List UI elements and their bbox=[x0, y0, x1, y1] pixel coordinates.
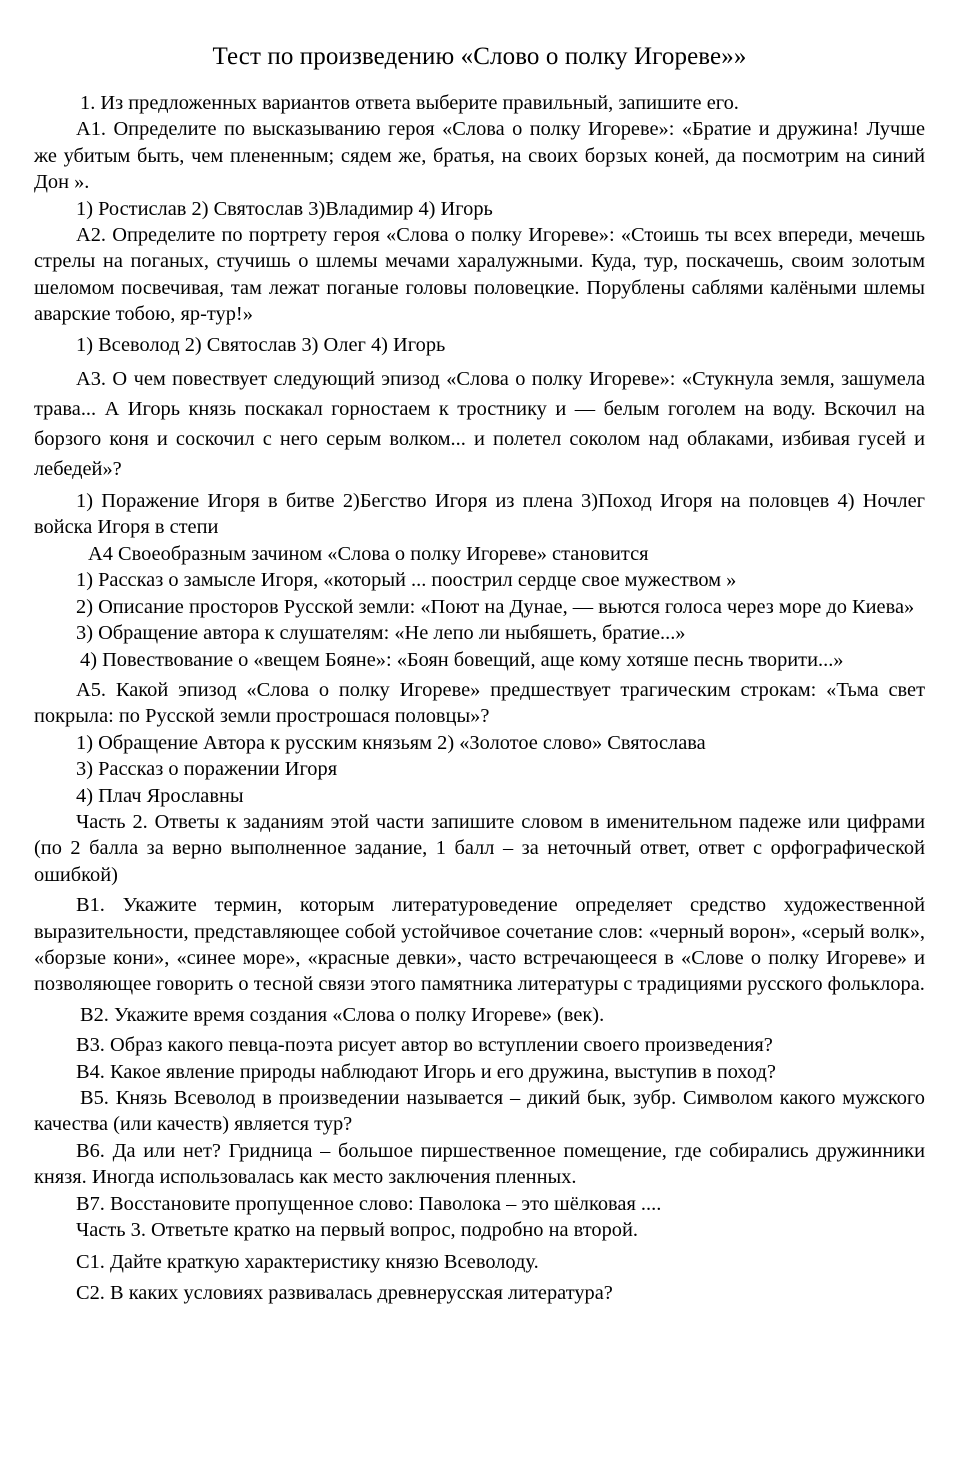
instruction-part1: 1. Из предложенных вариантов ответа выберите правильный, запишите его. bbox=[80, 92, 739, 114]
question-b1: В1. Укажите термин, которым литературоведение определяет средство художественной выразительности, представляющее собой устойчивое сочетание слов: «черный ворон», «серый волк», «борзые кони», «синее море», «красные девки», часто встречающееся в «Слове о полку Игореве» и позволяющее говорить о тесной связи этого памятника литературы с традициями русского фольклора. bbox=[34, 894, 925, 996]
question-c2: С2. В каких условиях развивалась древнерусская литература? bbox=[76, 1281, 613, 1304]
question-a3: А3. О чем повествует следующий эпизод «Слова о полку Игореве»: «Стукнула земля, зашумела трава... А Игорь князь поскакал горностаем к тростнику и — белым гоголем на воду. Вскочил на борзого коня и соскочил с него серым волком... и полетел соколом над облаками, избивая гусей и лебедей»? bbox=[34, 368, 925, 481]
question-a2: А2. Определите по портрету героя «Слова о полку Игореве»: «Стоишь ты всех впереди, мечешь стрелы на поганых, стучишь о шлемы мечами харалужными. Куда, тур, поскачешь, своим золотым шеломом посвечивая, там лежат поганые головы половецкие. Порублены саблями калёными шлемы аварские тобою, яр-тур!» bbox=[34, 224, 925, 326]
question-b3: В3. Образ какого певца-поэта рисует автор во вступлении своего произведения? bbox=[76, 1034, 773, 1057]
question-b6: В6. Да или нет? Гридница – большое пиршественное помещение, где собирались дружинники князя. Иногда использовалась как место заключения пленных. bbox=[34, 1139, 925, 1189]
document-title: Тест по произведению «Слово о полку Игореве»» bbox=[212, 43, 747, 70]
question-a5-option-3: 3) Рассказ о поражении Игоря bbox=[76, 758, 338, 781]
question-a4: А4 Своеобразным зачином «Слова о полку Игореве» становится bbox=[88, 542, 649, 565]
question-a1-options: 1) Ростислав 2) Святослав 3)Владимир 4) Игорь bbox=[76, 197, 493, 220]
question-b7: В7. Восстановите пропущенное слово: Паволока – это шёлковая .... bbox=[76, 1192, 662, 1215]
question-b5: В5. Князь Всеволод в произведении называется – дикий бык, зубр. Символом какого мужского качества (или качеств) является тур? bbox=[34, 1087, 925, 1136]
question-a2-options: 1) Всеволод 2) Святослав 3) Олег 4) Игорь bbox=[76, 333, 446, 356]
question-a4-option-3: 3) Обращение автора к слушателям: «Не лепо ли ныбяшеть, братие...» bbox=[76, 622, 686, 645]
question-a4-option-2: 2) Описание просторов Русской земли: «Поют на Дунае, — вьются голоса через море до Киева» bbox=[76, 595, 915, 618]
part2-instruction: Часть 2. Ответы к заданиям этой части запишите словом в именительном падеже или цифрами (по 2 балла за верно выполненное задание, 1 балл – за неточный ответ, ответ с орфографической ошибкой) bbox=[34, 810, 925, 886]
question-a5-options-1-2: 1) Обращение Автора к русским князьям 2) «Золотое слово» Святослава bbox=[76, 731, 706, 754]
question-b4: В4. Какое явление природы наблюдают Игорь и его дружина, выступив в поход? bbox=[76, 1060, 776, 1083]
question-a5: А5. Какой эпизод «Слова о полку Игореве» предшествует трагическим строкам: «Тьма свет покрыла: по Русской земли прострошася половцы»? bbox=[34, 678, 925, 728]
part3-instruction: Часть 3. Ответьте кратко на первый вопрос, подробно на второй. bbox=[76, 1219, 639, 1242]
question-a4-option-1: 1) Рассказ о замысле Игоря, «который ... поострил сердце свое мужеством » bbox=[76, 569, 737, 592]
question-a3-options: 1) Поражение Игоря в битве 2)Бегство Игоря из плена 3)Поход Игоря на половцев 4) Ночлег войска Игоря в степи bbox=[34, 490, 925, 539]
question-c1: С1. Дайте краткую характеристику князю Всеволоду. bbox=[76, 1251, 539, 1274]
question-a5-option-4: 4) Плач Ярославны bbox=[76, 784, 244, 807]
question-b2: В2. Укажите время создания «Слова о полку Игореве» (век). bbox=[80, 1003, 605, 1026]
question-a1: А1. Определите по высказыванию героя «Слова о полку Игореве»: «Братие и дружина! Лучше же убитым быть, чем плененным; сядем же, братья, на своих борзых коней, да посмотрим на синий Дон ». bbox=[34, 118, 925, 194]
question-a4-option-4: 4) Повествование о «вещем Бояне»: «Боян бовещий, аще кому хотяше песнь творити...» bbox=[80, 648, 844, 671]
